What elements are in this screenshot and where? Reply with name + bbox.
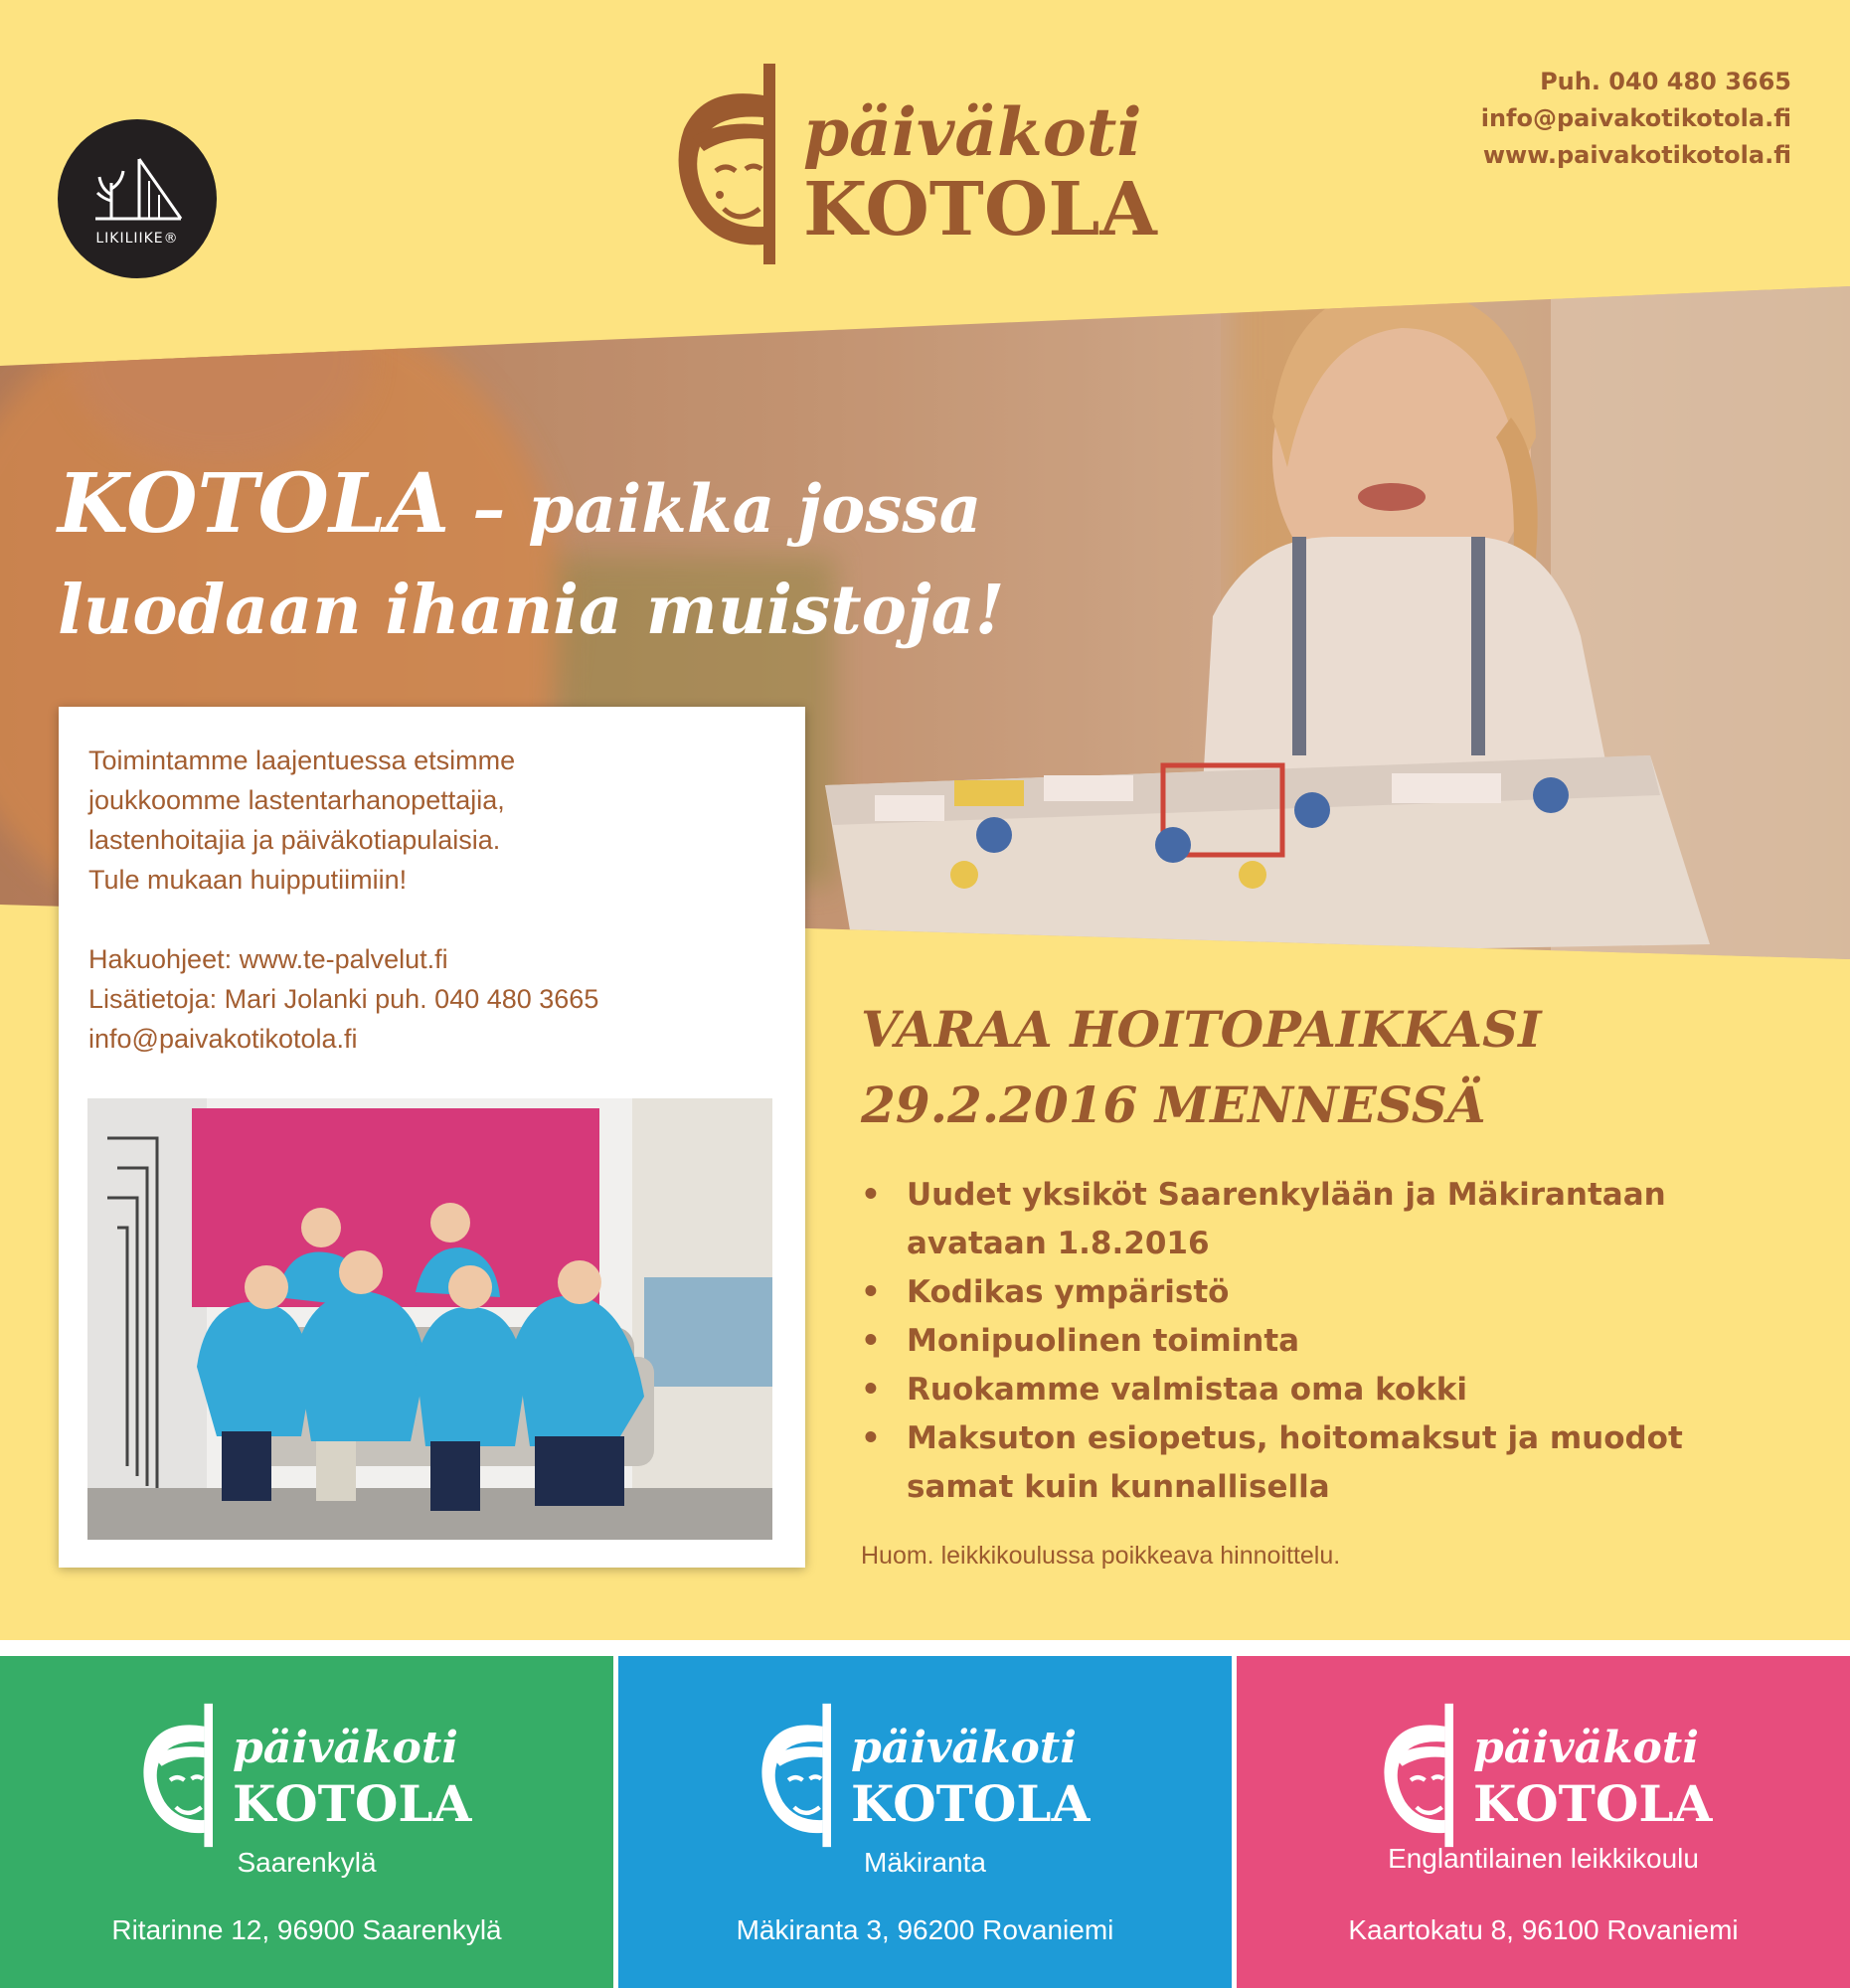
reservation-title-line1: VARAA HOITOPAIKKASI (861, 1000, 1542, 1059)
intro-line: lastenhoitajia ja päiväkotiapulaisia. (88, 825, 501, 855)
headline-line2: luodaan ihania muistoja! (58, 571, 1005, 650)
main-logo (664, 60, 1161, 268)
unit-logo-line1: päiväkoti (233, 1723, 458, 1773)
unit-logo-line1: päiväkoti (851, 1723, 1077, 1773)
application-info[interactable]: Hakuohjeet: www.te-palvelut.fi (88, 944, 448, 974)
bullet-dot: • (861, 1372, 881, 1408)
list-item-text: Maksuton esiopetus, hoitomaksut ja muodot samat kuin kunnallisella (907, 1420, 1683, 1505)
unit-name: Englantilainen leikkikoulu (1388, 1843, 1699, 1874)
unit-logo-line2: KOTOLA (233, 1774, 472, 1833)
unit-address: Kaartokatu 8, 96100 Rovaniemi (1348, 1914, 1739, 1945)
contact-phone: Puh. 040 480 3665 (1540, 68, 1791, 95)
unit-logo (752, 1701, 1109, 1850)
feature-list (861, 1171, 1756, 1512)
hero-headline (58, 452, 1231, 660)
headline-line1 (58, 452, 1231, 561)
recruitment-text (88, 741, 784, 1059)
unit-logo-line2: KOTOLA (1473, 1774, 1713, 1833)
recruitment-card (59, 707, 805, 1568)
intro-line: joukkoomme lastentarhanopettajia, (88, 785, 505, 815)
unit-logo (133, 1701, 491, 1850)
pricing-note: Huom. leikkikoulussa poikkeava hinnoittelu. (861, 1542, 1341, 1570)
card-email[interactable]: info@paivakotikotola.fi (88, 1024, 358, 1054)
bullet-dot: • (861, 1420, 881, 1456)
unit-logo-line1: päiväkoti (1473, 1723, 1699, 1773)
bullet-dot: • (861, 1274, 881, 1310)
likiliike-badge (58, 119, 217, 278)
headline-brand: KOTOLA (58, 456, 450, 552)
child-face-icon (1374, 1701, 1473, 1850)
headline-rest: – paikka jossa (449, 470, 982, 548)
list-item (861, 1366, 1756, 1414)
logo-word-kotola: KOTOLA (803, 167, 1157, 252)
team-photo (87, 1098, 772, 1540)
contact-person-info: Lisätietoja: Mari Jolanki puh. 040 480 3665 (88, 984, 599, 1014)
list-item-text: Kodikas ympäristö (907, 1274, 1230, 1310)
list-item (861, 1414, 1756, 1512)
unit-name: Mäkiranta (864, 1847, 986, 1878)
list-item-text: Ruokamme valmistaa oma kokki (907, 1372, 1468, 1408)
contact-email[interactable]: info@paivakotikotola.fi (1480, 104, 1791, 132)
contact-info (1392, 64, 1791, 174)
child-face-icon (752, 1701, 851, 1850)
bullet-dot: • (861, 1177, 881, 1213)
list-item-text: Monipuolinen toiminta (907, 1323, 1300, 1359)
contact-website[interactable]: www.paivakotikotola.fi (1482, 141, 1791, 169)
unit-logo-line2: KOTOLA (851, 1774, 1091, 1833)
list-item (861, 1268, 1756, 1317)
intro-line: Tule mukaan huipputiimiin! (88, 865, 408, 895)
reservation-title-line2: 29.2.2016 MENNESSÄ (861, 1076, 1486, 1134)
spacer (88, 900, 784, 939)
reservation-title (861, 992, 1756, 1143)
unit-address: Mäkiranta 3, 96200 Rovaniemi (736, 1914, 1114, 1945)
child-face-icon (664, 60, 803, 268)
antler-icon (78, 143, 197, 233)
unit-panel-makiranta (618, 1656, 1232, 1988)
unit-panel-leikkikoulu (1237, 1656, 1850, 1988)
list-item-text: Uudet yksiköt Saarenkylään ja Mäkirantaan avataan 1.8.2016 (907, 1177, 1666, 1261)
unit-name: Saarenkylä (237, 1847, 377, 1878)
unit-address: Ritarinne 12, 96900 Saarenkylä (111, 1914, 502, 1945)
intro-line: Toimintamme laajentuessa etsimme (88, 746, 516, 775)
child-face-icon (133, 1701, 233, 1850)
bullet-dot: • (861, 1323, 881, 1359)
unit-panel-saarenkyla (0, 1656, 613, 1988)
unit-logo (1374, 1701, 1732, 1850)
list-item (861, 1171, 1756, 1268)
list-item (861, 1317, 1756, 1366)
logo-word-paivakoti: päiväkoti (803, 93, 1142, 171)
badge-label: LIKILIIKE® (95, 231, 179, 247)
